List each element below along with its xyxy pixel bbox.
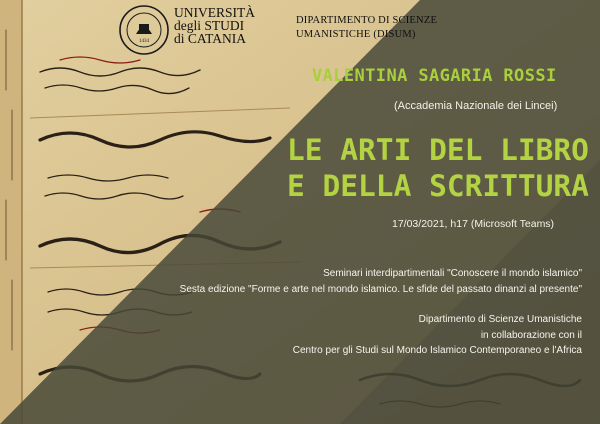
series-line2: Sesta edizione "Forme e arte nel mondo islamico. Le sfide del passato dinanzi al presente" [179, 283, 582, 295]
organizer-line3: Centro per gli Studi sul Mondo Islamico Contemporaneo e l'Africa [292, 345, 582, 356]
university-line1: UNIVERSITÀ [174, 5, 255, 20]
speaker-affiliation: (Accademia Nazionale dei Lincei) [394, 100, 558, 112]
title-line1: LE ARTI DEL LIBRO [287, 133, 589, 167]
spacer [180, 297, 582, 312]
university-line2: degli STUDI [174, 18, 245, 33]
seminar-info [180, 266, 582, 359]
event-datetime: 17/03/2021, h17 (Microsoft Teams) [392, 218, 555, 230]
event-title [287, 132, 589, 204]
department-name [296, 14, 437, 41]
university-name [174, 6, 255, 45]
university-seal-icon [118, 4, 170, 56]
university-line3: di CATANIA [174, 31, 247, 46]
organizer-line1: Dipartimento di Scienze Umanistiche [418, 314, 582, 325]
department-line1: DIPARTIMENTO DI SCIENZE [296, 15, 438, 26]
title-line2: E DELLA SCRITTURA [287, 169, 589, 203]
series-line1: Seminari interdipartimentali "Conoscere il mondo islamico" [323, 268, 582, 279]
svg-text:1434: 1434 [139, 39, 149, 44]
speaker-name: VALENTINA SAGARIA ROSSI [312, 66, 557, 86]
organizer-line2: in collaborazione con il [480, 329, 582, 341]
department-line2: UMANISTICHE (DISUM) [296, 28, 416, 40]
